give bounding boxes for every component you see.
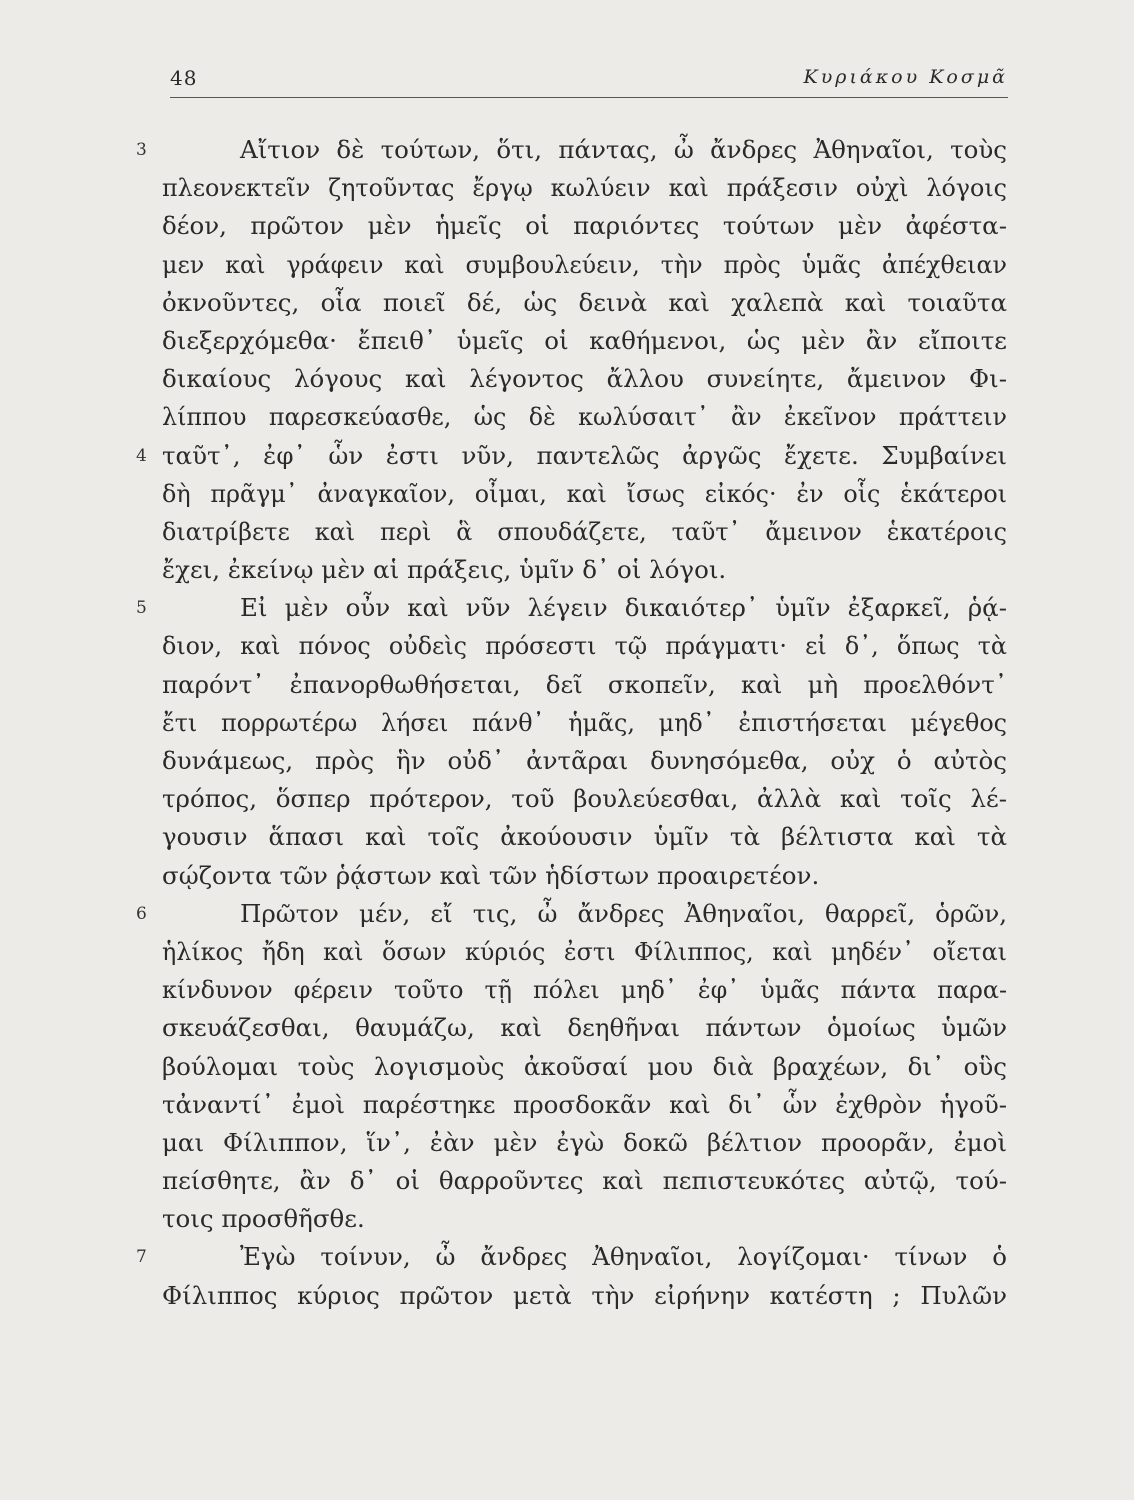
text-line [0,436,1134,474]
line-text: πείσθητε, ἂν δ᾽ οἱ θαρροῦντες καὶ πεπιστευκότες αὐτῷ, τού- [162,1166,1007,1196]
text-line [0,970,1134,1008]
line-text: τοις προσθῆσθε. [162,1204,365,1234]
running-head: Κυριάκου Κοσμᾶ [803,66,1008,88]
text-line [0,779,1134,817]
line-text: τρόπος, ὅσπερ πρότερον, τοῦ βουλεύεσθαι, ἀλλὰ καὶ τοῖς λέ- [162,784,1007,814]
text-body [0,130,1134,1314]
page-number: 48 [170,66,198,90]
line-text: δὴ πρᾶγμ᾽ ἀναγκαῖον, οἶμαι, καὶ ἴσως εἰκός· ἐν οἷς ἑκάτεροι [162,479,1007,508]
text-line [0,550,1134,588]
section-number: 7 [136,1247,147,1268]
text-line [0,1085,1134,1123]
line-text: σῴζοντα τῶν ῥᾴστων καὶ τῶν ἡδίστων προαιρετέον. [162,860,820,890]
line-text: ἔχει, ἐκείνῳ μὲν αἱ πράξεις, ὑμῖν δ᾽ οἱ λόγοι. [162,555,727,585]
line-text: ἡλίκος ἤδη καὶ ὅσων κύριός ἐστι Φίλιππος, καὶ μηδέν᾽ οἴεται [162,937,1007,966]
line-text: τἀναντί᾽ ἐμοὶ παρέστηκε προσδοκᾶν καὶ δι᾽ ὧν ἐχθρὸν ἡγοῦ- [162,1089,1007,1119]
line-text: ἔτι πορρωτέρω λήσει πάνθ᾽ ἡμᾶς, μηδ᾽ ἐπιστήσεται μέγεθος [162,708,1007,737]
text-line [0,1237,1134,1275]
line-text: κίνδυνον φέρειν τοῦτο τῇ πόλει μηδ᾽ ἐφ᾽ ὑμᾶς πάντα παρα- [162,976,1007,1005]
line-text: πλεονεκτεῖν ζητοῦντας ἔργῳ κωλύειν καὶ πράξεσιν οὐχὶ λόγοις [162,174,1007,203]
text-line [0,817,1134,855]
line-text: Εἰ μὲν οὖν καὶ νῦν λέγειν δικαιότερ᾽ ὑμῖν ἐξαρκεῖ, ῥᾴ- [240,593,1007,623]
text-line [0,130,1134,168]
text-line [0,359,1134,397]
line-text: ὀκνοῦντες, οἷα ποιεῖ δέ, ὡς δεινὰ καὶ χαλεπὰ καὶ τοιαῦτα [162,287,1007,317]
line-text: διεξερχόμεθα· ἔπειθ᾽ ὑμεῖς οἱ καθήμενοι, ὡς μὲν ἂν εἴποιτε [162,325,1007,355]
text-line [0,321,1134,359]
line-text: Αἴτιον δὲ τούτων, ὅτι, πάντας, ὦ ἄνδρες Ἀθηναῖοι, τοὺς [240,135,1007,164]
line-text: σκευάζεσθαι, θαυμάζω, καὶ δεηθῆναι πάντων ὁμοίως ὑμῶν [162,1013,1007,1043]
text-line [0,206,1134,244]
text-line [0,1008,1134,1046]
text-line [0,474,1134,512]
line-text: δέον, πρῶτον μὲν ἡμεῖς οἱ παριόντες τούτων μὲν ἀφέστα- [162,211,1007,241]
line-text: διον, καὶ πόνος οὐδεὶς πρόσεστι τῷ πράγματι· εἰ δ᾽, ὅπως τὰ [162,632,1007,661]
text-line [0,512,1134,550]
line-text: δυνάμεως, πρὸς ἣν οὐδ᾽ ἀντᾶραι δυνησόμεθα, οὐχ ὁ αὐτὸς [162,746,1007,775]
line-text: Φίλιππος κύριος πρῶτον μετὰ τὴν εἰρήνην κατέστη ; Πυλῶν [162,1280,1007,1310]
line-text: λίππου παρεσκεύασθε, ὡς δὲ κωλύσαιτ᾽ ἂν ἐκεῖνον πράττειν [162,403,1007,432]
text-line [0,741,1134,779]
section-number: 3 [136,140,147,160]
header-rule [170,97,1008,98]
line-text: μεν καὶ γράφειν καὶ συμβουλεύειν, τὴν πρὸς ὑμᾶς ἀπέχθειαν [162,250,1007,279]
section-number: 4 [136,445,147,466]
line-text: Πρῶτον μέν, εἴ τις, ὦ ἄνδρες Ἀθηναῖοι, θαρρεῖ, ὁρῶν, [240,898,1007,928]
line-text: Ἐγὼ τοίνυν, ὦ ἄνδρες Ἀθηναῖοι, λογίζομαι· τίνων ὁ [240,1242,1007,1272]
text-line [0,1047,1134,1085]
text-line [0,1199,1134,1237]
text-line [0,856,1134,894]
text-line [0,665,1134,703]
line-text: ταῦτ᾽, ἐφ᾽ ὧν ἐστι νῦν, παντελῶς ἀργῶς ἔχετε. Συμβαίνει [162,440,1007,470]
text-line [0,1276,1134,1314]
line-text: παρόντ᾽ ἐπανορθωθήσεται, δεῖ σκοπεῖν, καὶ μὴ προελθόντ᾽ [162,669,1007,699]
line-text: διατρίβετε καὶ περὶ ἃ σπουδάζετε, ταῦτ᾽ ἄμεινον ἑκατέροις [162,517,1007,546]
line-text: βούλομαι τοὺς λογισμοὺς ἀκοῦσαί μου διὰ βραχέων, δι᾽ οὓς [162,1051,1007,1081]
section-number: 6 [136,903,147,924]
line-text: μαι Φίλιππον, ἵν᾽, ἐὰν μὲν ἐγὼ δοκῶ βέλτιον προορᾶν, ἐμοὶ [162,1127,1007,1157]
text-line [0,703,1134,741]
text-line [0,932,1134,970]
text-line [0,1161,1134,1199]
text-line [0,245,1134,283]
text-line [0,168,1134,206]
line-text: δικαίους λόγους καὶ λέγοντος ἄλλου συνείητε, ἄμεινον Φι- [162,364,1007,394]
text-line [0,588,1134,626]
page-header [170,66,1008,98]
text-line [0,283,1134,321]
text-line [0,1123,1134,1161]
section-number: 5 [136,598,147,619]
text-line [0,626,1134,664]
line-text: γουσιν ἅπασι καὶ τοῖς ἀκούουσιν ὑμῖν τὰ βέλτιστα καὶ τὰ [162,822,1007,852]
text-line [0,397,1134,435]
text-line [0,894,1134,932]
